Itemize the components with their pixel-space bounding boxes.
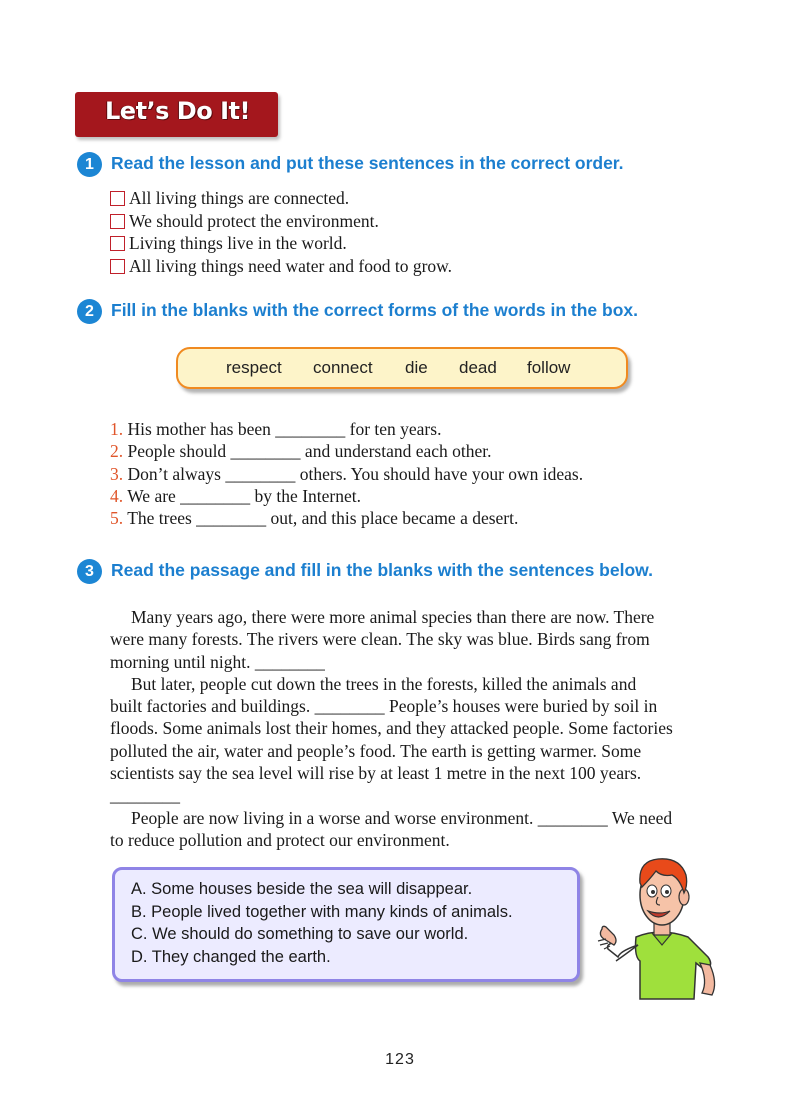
fill-in-item: [110, 485, 583, 507]
ordering-item: [110, 210, 452, 233]
item-number: 1.: [110, 419, 124, 439]
word-box: [176, 347, 628, 389]
item-number: 3.: [110, 463, 124, 484]
question-number-badge: 1: [77, 152, 102, 177]
question-instruction: Read the passage and fill in the blanks with the sentences below.: [111, 560, 653, 580]
passage-line: People are now living in a worse and worse environment. ________ We need: [131, 807, 673, 828]
question-number-badge: 2: [77, 299, 102, 324]
item-text: People should ________ and understand each other.: [127, 441, 492, 462]
passage-line: were many forests. The rivers were clean. The sky was blue. Birds sang from: [110, 629, 650, 650]
fill-in-item: [110, 440, 583, 462]
fill-in-list: [110, 418, 583, 529]
passage-line: to reduce pollution and protect our environment.: [110, 829, 450, 850]
item-text: The trees ________ out, and this place became a desert.: [127, 508, 519, 529]
ordering-item: [110, 187, 452, 210]
section-banner: [75, 92, 278, 137]
passage-line: floods. Some animals lost their homes, and they attacked people. Some factories: [110, 718, 673, 739]
passage-line: morning until night. ________: [110, 651, 325, 672]
answer-option: A. Some houses beside the sea will disappear.: [131, 880, 473, 898]
question-instruction: Read the lesson and put these sentences in the correct order.: [111, 153, 624, 173]
fill-in-item: [110, 418, 583, 440]
passage-line: Many years ago, there were more animal species than there are now. There: [131, 607, 655, 627]
ordering-item: [110, 255, 452, 278]
ordering-sentence: All living things are connected.: [129, 188, 350, 208]
page-number: 123: [385, 1051, 415, 1068]
word-box-word: respect: [226, 358, 282, 377]
answer-option: B. People lived together with many kinds of animals.: [131, 902, 513, 921]
ordering-sentence-list: [110, 187, 452, 277]
ordering-item: [110, 232, 452, 255]
item-text: His mother has been ________ for ten years.: [127, 419, 442, 439]
boy-illustration: [596, 853, 724, 1001]
answer-option: D. They changed the earth.: [131, 947, 331, 966]
order-checkbox[interactable]: [110, 259, 125, 274]
item-text: We are ________ by the Internet.: [127, 485, 361, 506]
item-number: 4.: [110, 485, 124, 506]
answer-option: C. We should do something to save our world.: [131, 925, 469, 943]
ordering-sentence: All living things need water and food to grow.: [129, 255, 453, 276]
question-number-badge: 3: [77, 559, 102, 584]
passage-line: ________: [110, 785, 180, 806]
order-checkbox[interactable]: [110, 214, 125, 229]
ordering-sentence: We should protect the environment.: [129, 210, 379, 231]
ordering-sentence: Living things live in the world.: [129, 233, 347, 253]
passage-line: scientists say the sea level will rise by at least 1 metre in the next 100 years.: [110, 763, 642, 784]
word-box-word: follow: [527, 358, 571, 377]
passage-line: But later, people cut down the trees in the forests, killed the animals and: [131, 673, 637, 694]
item-number: 5.: [110, 508, 124, 529]
fill-in-item: [110, 463, 583, 485]
reading-passage: [110, 606, 730, 851]
order-checkbox[interactable]: [110, 191, 125, 206]
order-checkbox[interactable]: [110, 236, 125, 251]
answer-options-box: [112, 867, 580, 982]
banner-title: Let’s Do It!: [105, 97, 250, 125]
passage-line: polluted the air, water and people’s food. The earth is getting warmer. Some: [110, 740, 642, 761]
item-number: 2.: [110, 441, 124, 462]
passage-line: built factories and buildings. ________ People’s houses were buried by soil in: [110, 696, 658, 717]
word-box-word: die: [405, 358, 428, 377]
word-box-word: dead: [459, 358, 497, 377]
word-box-word: connect: [313, 358, 373, 377]
item-text: Don’t always ________ others. You should have your own ideas.: [127, 463, 584, 484]
fill-in-item: [110, 507, 583, 529]
question-instruction: Fill in the blanks with the correct forms of the words in the box.: [111, 300, 638, 320]
